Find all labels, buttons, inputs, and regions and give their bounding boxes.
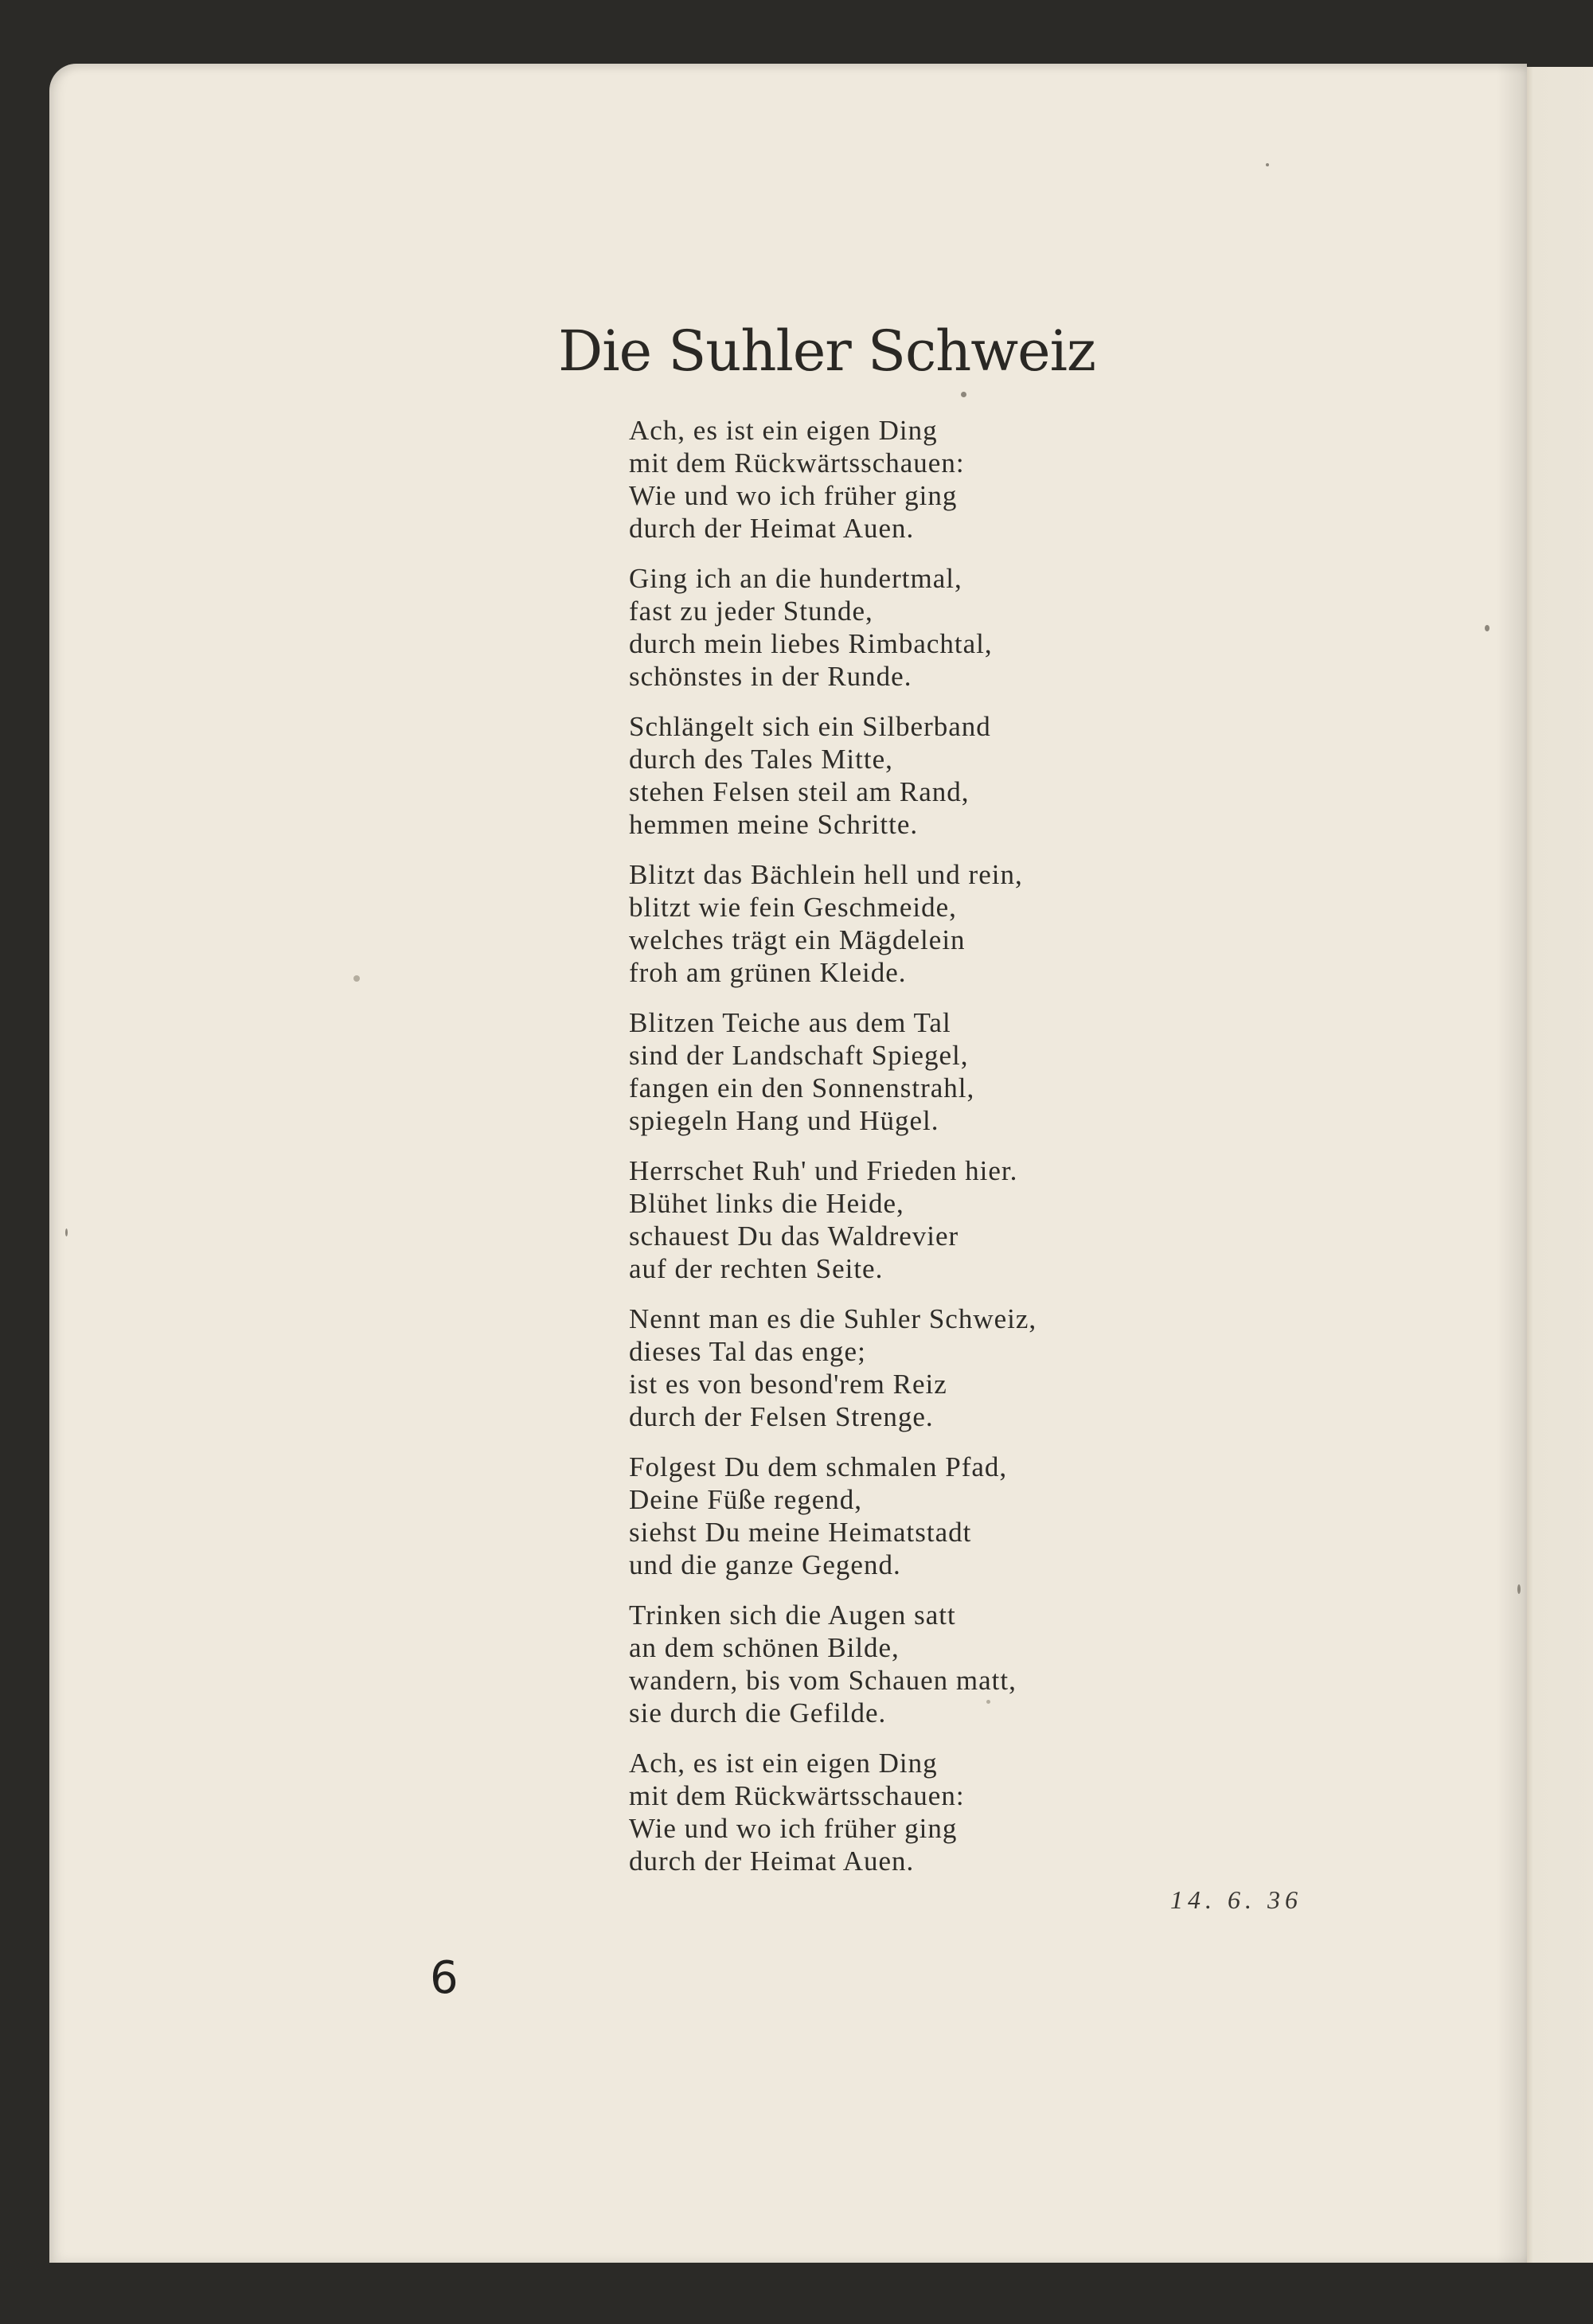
- poem-line: froh am grünen Kleide.: [629, 957, 907, 988]
- poem-line: fast zu jeder Stunde,: [629, 596, 873, 627]
- poem-line: Ach, es ist ein eigen Ding: [629, 1748, 938, 1779]
- poem-line: durch der Heimat Auen.: [629, 513, 915, 544]
- stanza-6: [629, 1154, 1234, 1285]
- poem-line: Nennt man es die Suhler Schweiz,: [629, 1303, 1037, 1334]
- poem-line: an dem schönen Bilde,: [629, 1632, 900, 1663]
- stanza-1: [629, 414, 1234, 545]
- poem-line: wandern, bis vom Schauen matt,: [629, 1665, 1017, 1696]
- stanza-10: [629, 1747, 1234, 1877]
- poem-line: Blitzt das Bächlein hell und rein,: [629, 859, 1023, 890]
- poem-line: spiegeln Hang und Hügel.: [629, 1105, 939, 1136]
- paper-speck: [961, 392, 966, 397]
- poem-body: [629, 414, 1234, 1895]
- poem-line: mit dem Rückwärtsschauen:: [629, 1780, 965, 1811]
- poem-line: sind der Landschaft Spiegel,: [629, 1040, 969, 1071]
- poem-line: Blühet links die Heide,: [629, 1188, 904, 1219]
- poem-line: Herrschet Ruh' und Frieden hier.: [629, 1155, 1018, 1186]
- poem-line: schönstes in der Runde.: [629, 661, 912, 692]
- stanza-9: [629, 1599, 1234, 1729]
- poem-line: schauest Du das Waldrevier: [629, 1221, 959, 1252]
- poem-line: durch mein liebes Rimbachtal,: [629, 628, 993, 659]
- poem-line: stehen Felsen steil am Rand,: [629, 776, 970, 807]
- poem-title: Die Suhler Schweiz: [558, 318, 1095, 384]
- poem-line: Blitzen Teiche aus dem Tal: [629, 1007, 951, 1038]
- poem-line: hemmen meine Schritte.: [629, 809, 919, 840]
- poem-line: Wie und wo ich früher ging: [629, 480, 958, 511]
- paper-speck: [353, 975, 360, 982]
- facing-page-edge: [1525, 67, 1593, 2263]
- stanza-2: [629, 562, 1234, 693]
- poem-date: 14. 6. 36: [1170, 1885, 1302, 1914]
- paper-speck: [1266, 163, 1269, 166]
- poem-line: blitzt wie fein Geschmeide,: [629, 892, 957, 923]
- poem-line: sie durch die Gefilde.: [629, 1697, 887, 1728]
- paper-speck: [1485, 625, 1490, 631]
- page-number: 6: [430, 1952, 459, 2004]
- poem-line: Deine Füße regend,: [629, 1484, 863, 1515]
- poem-line: Ging ich an die hundertmal,: [629, 563, 962, 594]
- poem-line: ist es von besond'rem Reiz: [629, 1369, 947, 1400]
- poem-line: Ach, es ist ein eigen Ding: [629, 415, 938, 446]
- poem-line: auf der rechten Seite.: [629, 1253, 884, 1284]
- stanza-3: [629, 710, 1234, 841]
- poem-line: Schlängelt sich ein Silberband: [629, 711, 991, 742]
- paper-speck: [986, 1700, 990, 1704]
- poem-line: durch der Felsen Strenge.: [629, 1401, 934, 1432]
- poem-line: siehst Du meine Heimatstadt: [629, 1517, 972, 1548]
- poem-line: und die ganze Gegend.: [629, 1549, 901, 1580]
- poem-line: durch der Heimat Auen.: [629, 1846, 915, 1877]
- stanza-7: [629, 1303, 1234, 1433]
- poem-line: dieses Tal das enge;: [629, 1336, 866, 1367]
- poem-line: mit dem Rückwärtsschauen:: [629, 447, 965, 478]
- paper-speck: [65, 1228, 68, 1236]
- paper-speck: [1517, 1584, 1521, 1594]
- poem-line: welches trägt ein Mägdelein: [629, 924, 966, 955]
- page-gutter-shadow: [1497, 64, 1527, 2263]
- poem-line: fangen ein den Sonnenstrahl,: [629, 1072, 975, 1103]
- stanza-4: [629, 858, 1234, 989]
- poem-line: Trinken sich die Augen satt: [629, 1599, 956, 1631]
- poem-line: durch des Tales Mitte,: [629, 744, 893, 775]
- poem-line: Folgest Du dem schmalen Pfad,: [629, 1451, 1008, 1482]
- stanza-5: [629, 1006, 1234, 1137]
- poem-line: Wie und wo ich früher ging: [629, 1813, 958, 1844]
- stanza-8: [629, 1451, 1234, 1581]
